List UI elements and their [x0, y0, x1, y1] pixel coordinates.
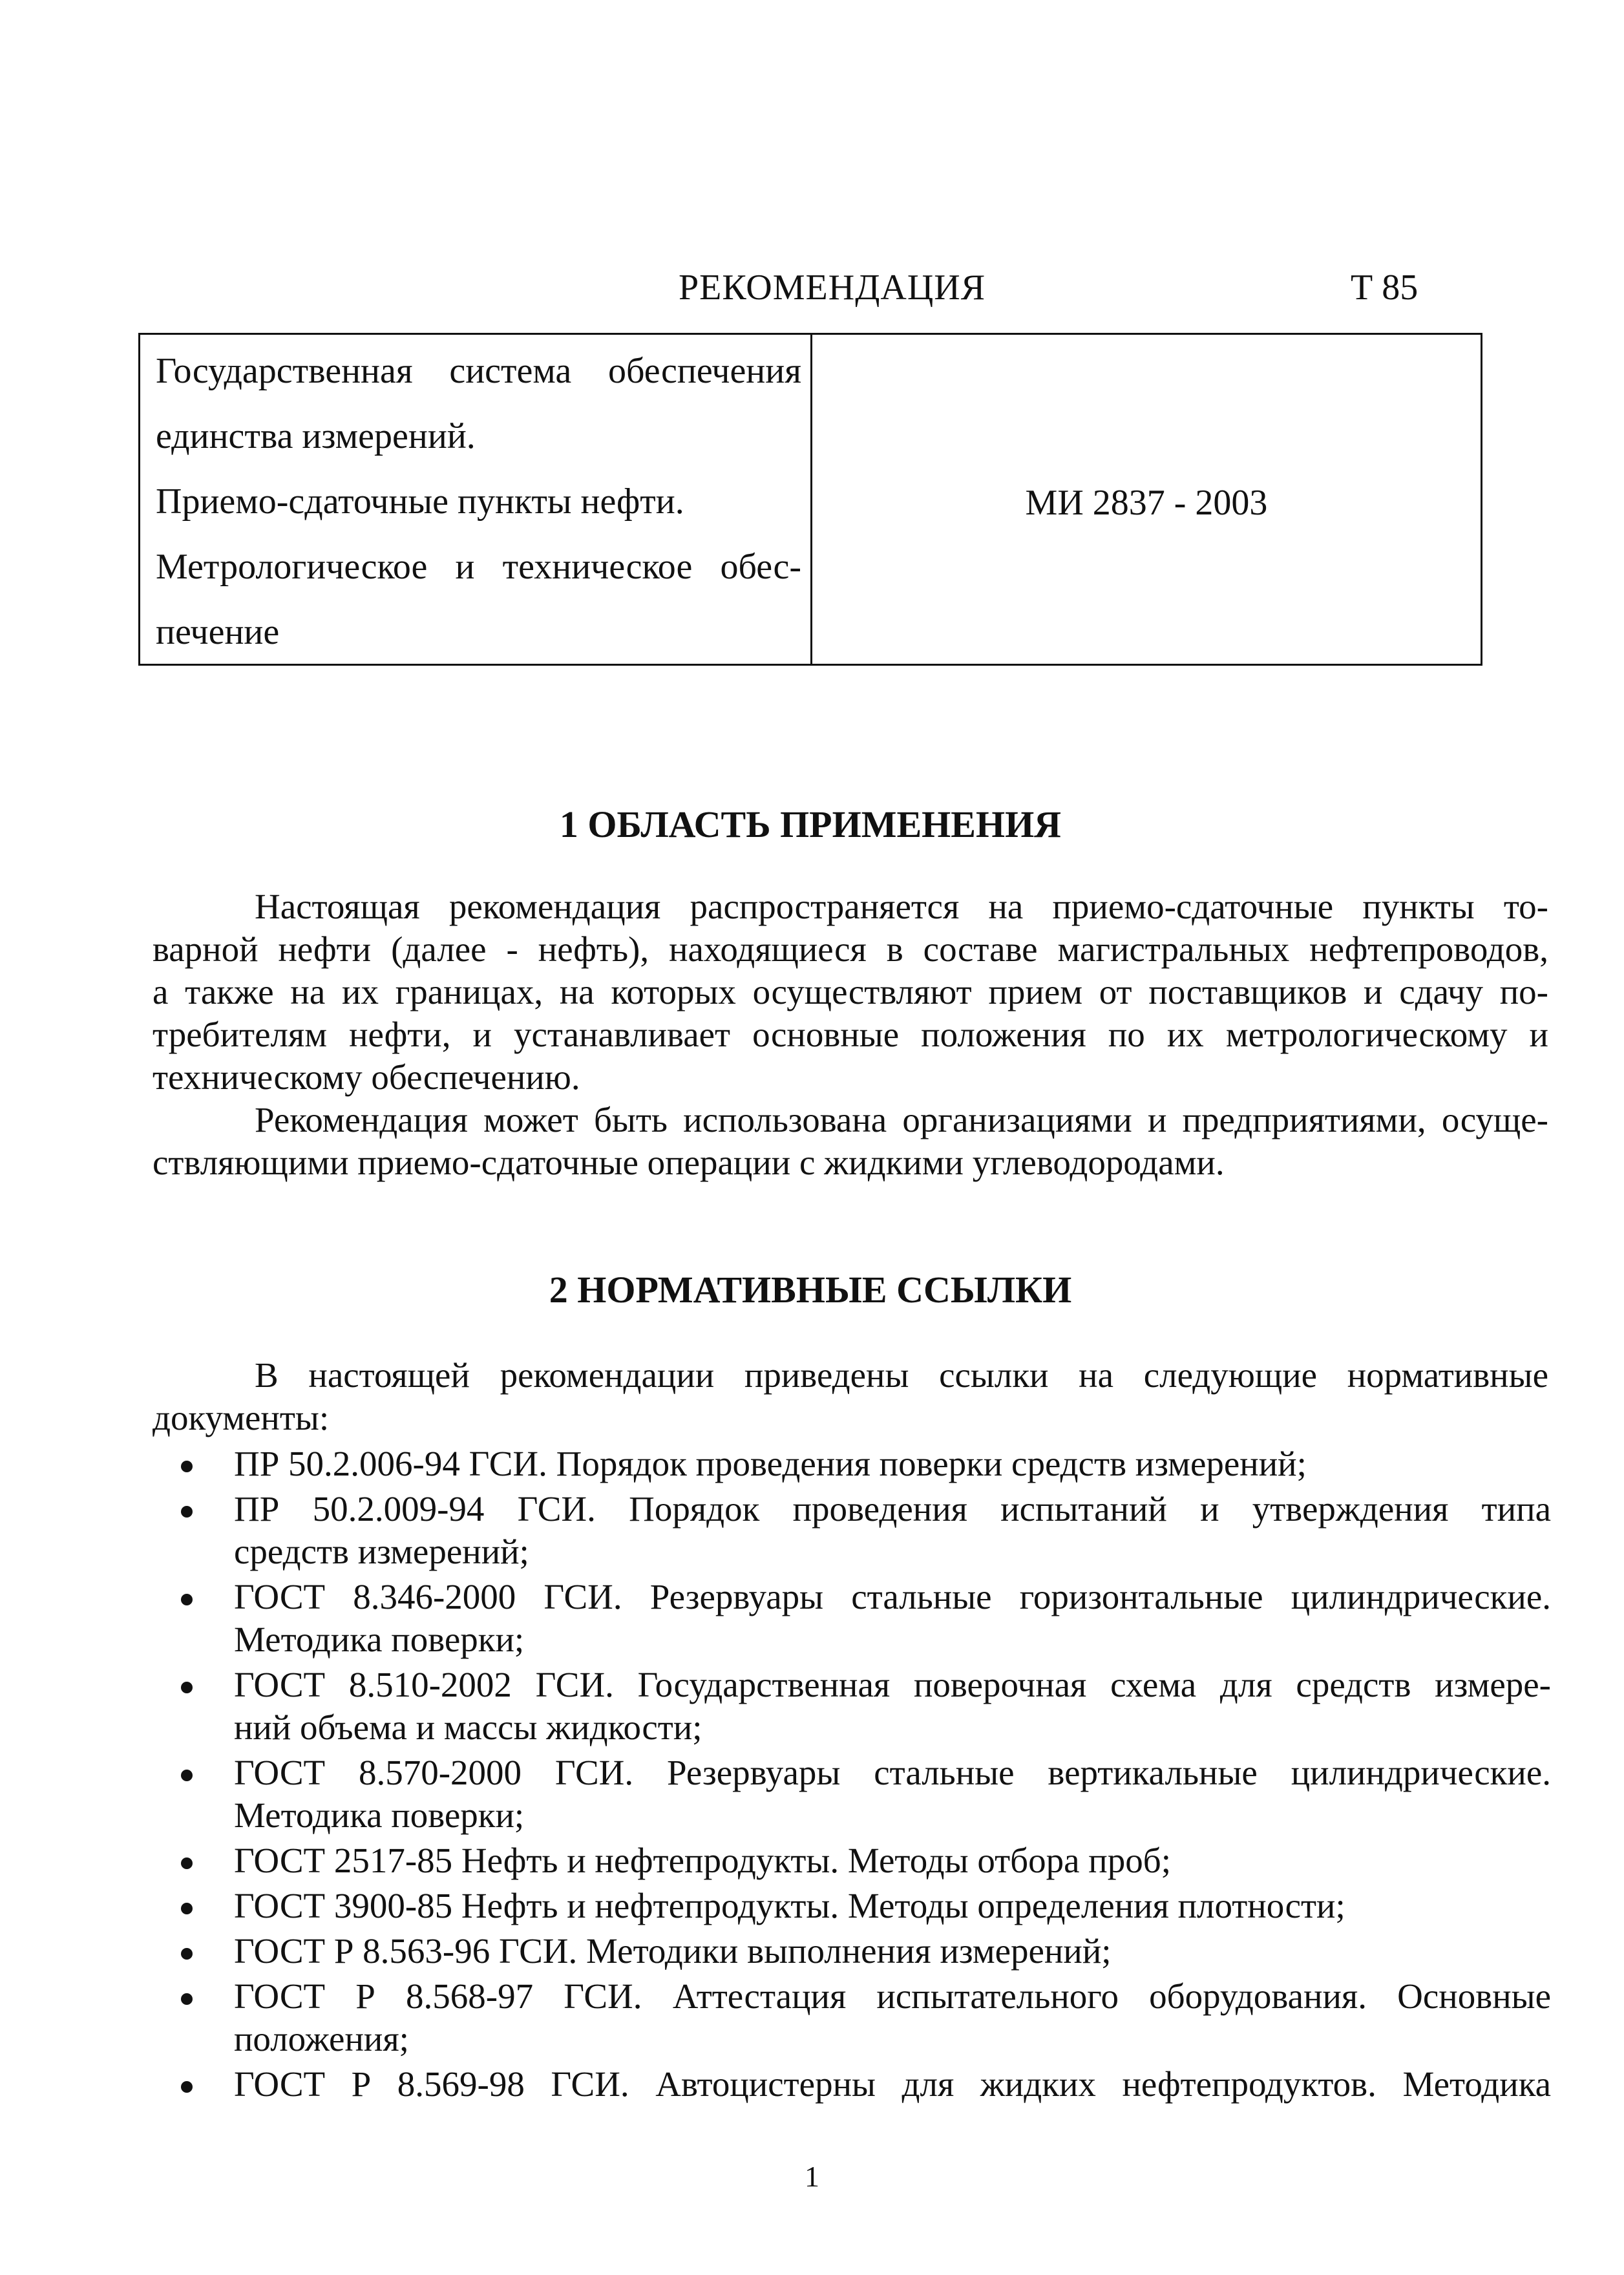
reference-text: ГОСТ Р 8.563-96 ГСИ. Методики выполнения измерений;	[234, 1931, 1112, 1971]
title-box	[138, 333, 1482, 666]
reference-text: ГОСТ 8.510-2002 ГСИ. Государственная поверочная схема для средств измере-	[234, 1665, 1551, 1704]
text-line: варной нефти (далее - нефть), находящиеся в составе магистральных нефтепроводов,	[153, 929, 1548, 969]
reference-text: средств измерений;	[234, 1532, 529, 1571]
section-1-paragraph-1	[153, 885, 1548, 1099]
bullet-icon	[181, 1948, 193, 1960]
title-line: Метрологическое и техническое обес-	[156, 547, 801, 587]
reference-item	[174, 1664, 1551, 1749]
reference-item	[174, 1839, 1551, 1882]
reference-item	[174, 1975, 1551, 2060]
reference-item	[174, 1930, 1551, 1973]
title-box-number-cell	[812, 335, 1481, 664]
title-line: Государственная система обеспечения	[156, 351, 801, 391]
reference-text: ГОСТ 8.570-2000 ГСИ. Резервуары стальные вертикальные цилиндрические.	[234, 1753, 1551, 1792]
reference-item	[174, 1488, 1551, 1573]
text-line: требителям нефти, и устанавливает основные положения по их метрологическому и	[153, 1015, 1548, 1054]
normative-references-list	[174, 1443, 1551, 2108]
reference-text: ПР 50.2.006-94 ГСИ. Порядок проведения поверки средств измерений;	[234, 1444, 1307, 1483]
reference-text: ПР 50.2.009-94 ГСИ. Порядок проведения испытаний и утверждения типа	[234, 1489, 1551, 1529]
reference-item	[174, 1885, 1551, 1927]
reference-item	[174, 1443, 1551, 1485]
bullet-icon	[181, 1506, 193, 1518]
text-line: ствляющими приемо-сдаточные операции с жидкими углеводородами.	[153, 1143, 1225, 1182]
document-number: МИ 2837 - 2003	[1025, 483, 1268, 523]
section-2-intro	[153, 1354, 1548, 1439]
section-1-paragraph-2	[153, 1099, 1548, 1184]
title-line: единства измерений.	[156, 416, 476, 456]
bullet-icon	[181, 1993, 193, 2005]
text-line: Настоящая рекомендация распространяется на приемо-сдаточные пункты то-	[255, 887, 1548, 926]
document-type-title: РЕКОМЕНДАЦИЯ	[679, 268, 986, 308]
title-box-description	[140, 335, 812, 664]
bullet-icon	[181, 1770, 193, 1781]
text-line: техническому обеспечению.	[153, 1057, 580, 1097]
section-2-heading: 2 НОРМАТИВНЫЕ ССЫЛКИ	[549, 1269, 1072, 1311]
reference-text: ГОСТ Р 8.569-98 ГСИ. Автоцистерны для жидких нефтепродуктов. Методика	[234, 2064, 1551, 2104]
reference-item	[174, 1751, 1551, 1837]
reference-item	[174, 1576, 1551, 1661]
bullet-icon	[181, 1461, 193, 1472]
reference-text: Методика поверки;	[234, 1620, 525, 1659]
text-line: В настоящей рекомендации приведены ссылки на следующие нормативные	[255, 1355, 1548, 1395]
classification-code: Т 85	[1351, 268, 1418, 308]
bullet-icon	[181, 2081, 193, 2093]
title-line: Приемо-сдаточные пункты нефти.	[156, 481, 684, 522]
reference-text: ГОСТ 3900-85 Нефть и нефтепродукты. Методы определения плотности;	[234, 1886, 1345, 1925]
text-line: Рекомендация может быть использована организациями и предприятиями, осуще-	[255, 1100, 1548, 1139]
bullet-icon	[181, 1594, 193, 1605]
reference-text: Методика поверки;	[234, 1795, 525, 1835]
page-number: 1	[805, 2160, 819, 2193]
section-1-heading: 1 ОБЛАСТЬ ПРИМЕНЕНИЯ	[559, 803, 1062, 845]
reference-text: ГОСТ Р 8.568-97 ГСИ. Аттестация испытательного оборудования. Основные	[234, 1976, 1551, 2016]
bullet-icon	[181, 1903, 193, 1914]
title-line: печение	[156, 612, 280, 652]
reference-text: ГОСТ 8.346-2000 ГСИ. Резервуары стальные горизонтальные цилиндрические.	[234, 1577, 1551, 1616]
text-line: а также на их границах, на которых осуществляют прием от поставщиков и сдачу по-	[153, 972, 1548, 1011]
reference-item	[174, 2063, 1551, 2106]
text-line: документы:	[153, 1398, 330, 1437]
reference-text: ГОСТ 2517-85 Нефть и нефтепродукты. Методы отбора проб;	[234, 1841, 1171, 1880]
bullet-icon	[181, 1857, 193, 1869]
reference-text: ний объема и массы жидкости;	[234, 1708, 702, 1747]
reference-text: положения;	[234, 2019, 409, 2058]
bullet-icon	[181, 1682, 193, 1693]
